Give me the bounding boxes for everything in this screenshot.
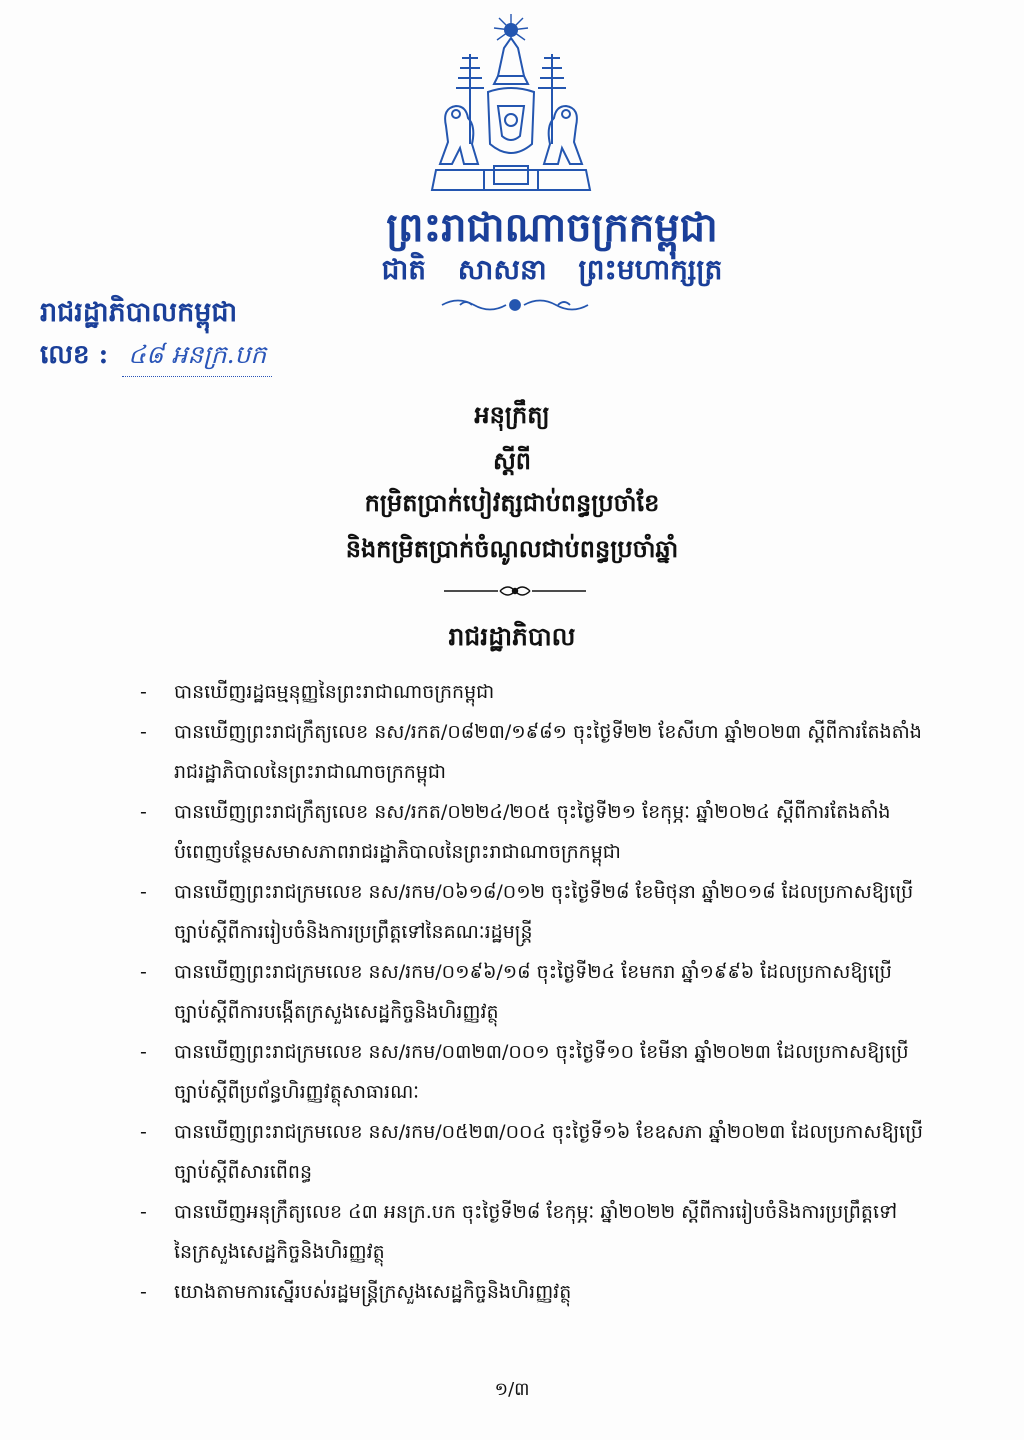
preamble-clause	[140, 1112, 970, 1192]
clause-dash: -	[140, 801, 147, 823]
preamble-clause-list	[140, 672, 970, 1312]
clause-line: បានឃើញព្រះរាជក្រឹត្យលេខ នស/រកត/០៨២៣/១៩៨១ ចុះថ្ងៃទី២២ ខែសីហា ឆ្នាំ២០២៣ ស្តីពីការតែងតាំង	[174, 721, 922, 743]
clause-line: ច្បាប់ស្តីពីសារពើពន្ធ	[174, 1161, 313, 1183]
clause-line: បានឃើញរដ្ឋធម្មនុញ្ញនៃព្រះរាជាណាចក្រកម្ពុជា	[174, 681, 495, 703]
title-subject-line-1: កម្រិតប្រាក់បៀវត្សជាប់ពន្ធប្រចាំខែ	[364, 488, 660, 517]
clause-dash: -	[140, 1281, 147, 1303]
clause-dash: -	[140, 961, 147, 983]
clause-line: បានឃើញព្រះរាជក្រមលេខ នស/រកម/០១៩៦/១៨ ចុះថ្ងៃទី២៤ ខែមករា ឆ្នាំ១៩៩៦ ដែលប្រកាសឱ្យប្រើ	[174, 961, 892, 983]
clause-line: បំពេញបន្ថែមសមាសភាពរាជរដ្ឋាភិបាលនៃព្រះរាជាណាចក្រកម្ពុជា	[174, 841, 621, 863]
preamble-clause	[140, 712, 970, 792]
kingdom-name: ព្រះរាជាណាចក្រកម្ពុជា	[386, 204, 718, 251]
reference-label: លេខ :	[40, 340, 109, 370]
black-ornament-divider-icon	[440, 583, 590, 599]
preamble-clause	[140, 1192, 970, 1272]
clause-line: ច្បាប់ស្តីពីការរៀបចំនិងការប្រព្រឹត្តទៅនៃគណៈរដ្ឋមន្ត្រី	[174, 921, 533, 943]
section-heading: រាជរដ្ឋាភិបាល	[448, 622, 576, 651]
preamble-clause	[140, 672, 970, 712]
clause-line: បានឃើញព្រះរាជក្រមលេខ នស/រកម/០៥២៣/០០៤ ចុះថ្ងៃទី១៦ ខែឧសភា ឆ្នាំ២០២៣ ដែលប្រកាសឱ្យប្រើ	[174, 1121, 923, 1143]
clause-line: ច្បាប់ស្តីពីការបង្កើតក្រសួងសេដ្ឋកិច្ចនិងហិរញ្ញវត្ថុ	[174, 1001, 499, 1023]
preamble-clause	[140, 792, 970, 872]
page-number: ១/៣	[494, 1379, 530, 1400]
clause-line: បានឃើញព្រះរាជក្រមលេខ នស/រកម/០៦១៨/០១២ ចុះថ្ងៃទី២៨ ខែមិថុនា ឆ្នាំ២០១៨ ដែលប្រកាសឱ្យប្រើ	[174, 881, 914, 903]
clause-dash: -	[140, 721, 147, 743]
clause-dash: -	[140, 881, 147, 903]
clause-dash: -	[140, 1121, 147, 1143]
clause-line: បានឃើញព្រះរាជក្រឹត្យលេខ នស/រកត/០២២៤/២០៥ ចុះថ្ងៃទី២១ ខែកុម្ភៈ ឆ្នាំ២០២៤ ស្តីពីការតែងតាំង	[174, 801, 891, 823]
clause-line: នៃក្រសួងសេដ្ឋកិច្ចនិងហិរញ្ញវត្ថុ	[174, 1241, 385, 1263]
clause-line: យោងតាមការស្នើរបស់រដ្ឋមន្ត្រីក្រសួងសេដ្ឋកិច្ចនិងហិរញ្ញវត្ថុ	[174, 1281, 572, 1303]
royal-coat-of-arms-icon	[428, 14, 594, 194]
preamble-clause	[140, 1032, 970, 1112]
clause-dash: -	[140, 681, 147, 703]
clause-line: ច្បាប់ស្តីពីប្រព័ន្ធហិរញ្ញវត្ថុសាធារណៈ	[174, 1081, 420, 1103]
reference-number-row	[40, 338, 272, 378]
clause-line: បានឃើញអនុក្រឹត្យលេខ ៤៣ អនក្រ.បក ចុះថ្ងៃទី២៨ ខែកុម្ភៈ ឆ្នាំ២០២២ ស្តីពីការរៀបចំនិងការប្រព្រឹត្តទៅ	[174, 1201, 898, 1223]
reference-number: ៤៨ អនក្រ.បក	[122, 340, 272, 377]
preamble-clause	[140, 952, 970, 1032]
government-name: រាជរដ្ឋាភិបាលកម្ពុជា	[40, 297, 238, 328]
clause-dash: -	[140, 1201, 147, 1223]
preamble-clause	[140, 1272, 970, 1312]
title-about: ស្តីពី	[492, 446, 532, 475]
national-motto: ជាតិ សាសនា ព្រះមហាក្សត្រ	[381, 253, 723, 286]
clause-line: រាជរដ្ឋាភិបាលនៃព្រះរាជាណាចក្រកម្ពុជា	[174, 761, 447, 783]
blue-ornament-divider-icon	[440, 294, 590, 316]
preamble-clause	[140, 872, 970, 952]
clause-dash: -	[140, 1041, 147, 1063]
title-subject-line-2: និងកម្រិតប្រាក់ចំណូលជាប់ពន្ធប្រចាំឆ្នាំ	[345, 534, 679, 563]
clause-line: បានឃើញព្រះរាជក្រមលេខ នស/រកម/០៣២៣/០០១ ចុះថ្ងៃទី១០ ខែមីនា ឆ្នាំ២០២៣ ដែលប្រកាសឱ្យប្រើ	[174, 1041, 909, 1063]
document-type: អនុក្រឹត្យ	[474, 400, 550, 429]
